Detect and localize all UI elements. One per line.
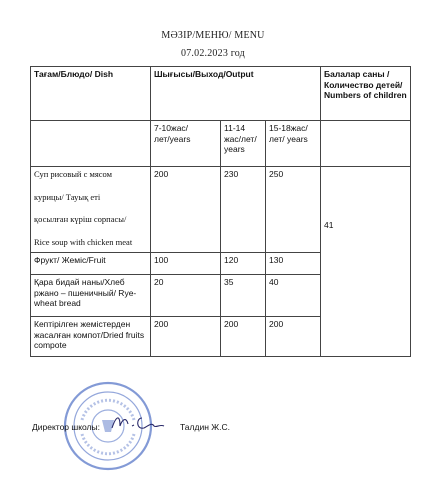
signature-area (0, 380, 426, 470)
dish-line: курицы/ Тауық еті (34, 191, 101, 202)
signature-label: Директор школы: (32, 422, 100, 432)
dish-line: қосылған күріш сорпасы/ (34, 214, 127, 225)
age-group-11-14: 11-14 жас/лет/ years (221, 121, 266, 167)
header-row (31, 67, 411, 121)
table-row (31, 167, 411, 253)
output-cell: 200 (151, 317, 221, 357)
menu-table (30, 66, 411, 357)
dish-compote: Кептірілген жемістерден жасалған компот/Dried fruits compote (31, 317, 151, 357)
output-cell: 120 (221, 253, 266, 275)
age-group-7-10: 7-10жас/лет/years (151, 121, 221, 167)
header-dish: Тағам/Блюдо/ Dish (31, 67, 151, 121)
header-children: Балалар саны /Количество детей/ Numbers of children (321, 67, 411, 121)
output-cell: 130 (266, 253, 321, 275)
output-cell: 35 (221, 275, 266, 317)
output-cell: 250 (266, 167, 321, 253)
output-cell: 200 (266, 317, 321, 357)
empty-cell (31, 121, 151, 167)
dish-line: Rice soup with chicken meat (34, 236, 133, 247)
age-group-15-18: 15-18жас/лет/ years (266, 121, 321, 167)
empty-cell (321, 121, 411, 167)
header-output: Шығысы/Выход/Output (151, 67, 321, 121)
handwritten-signature-icon (108, 410, 168, 434)
dish-line: Суп рисовый с мясом (34, 169, 113, 179)
dish-bread: Қара бидай наны/Хлеб ржано – пшеничный/ Rye-wheat bread (31, 275, 151, 317)
age-group-row (31, 121, 411, 167)
dish-fruit: Фрукт/ Жеміс/Fruit (31, 253, 151, 275)
output-cell: 20 (151, 275, 221, 317)
output-cell: 230 (221, 167, 266, 253)
children-count: 41 (321, 167, 411, 357)
dish-soup (31, 167, 151, 253)
output-cell: 200 (221, 317, 266, 357)
output-cell: 200 (151, 167, 221, 253)
signatory-name: Талдин Ж.С. (180, 422, 230, 432)
document-date: 07.02.2023 год (181, 48, 245, 59)
document-title: МӘЗІР/МЕНЮ/ MENU (161, 30, 265, 41)
output-cell: 100 (151, 253, 221, 275)
output-cell: 40 (266, 275, 321, 317)
